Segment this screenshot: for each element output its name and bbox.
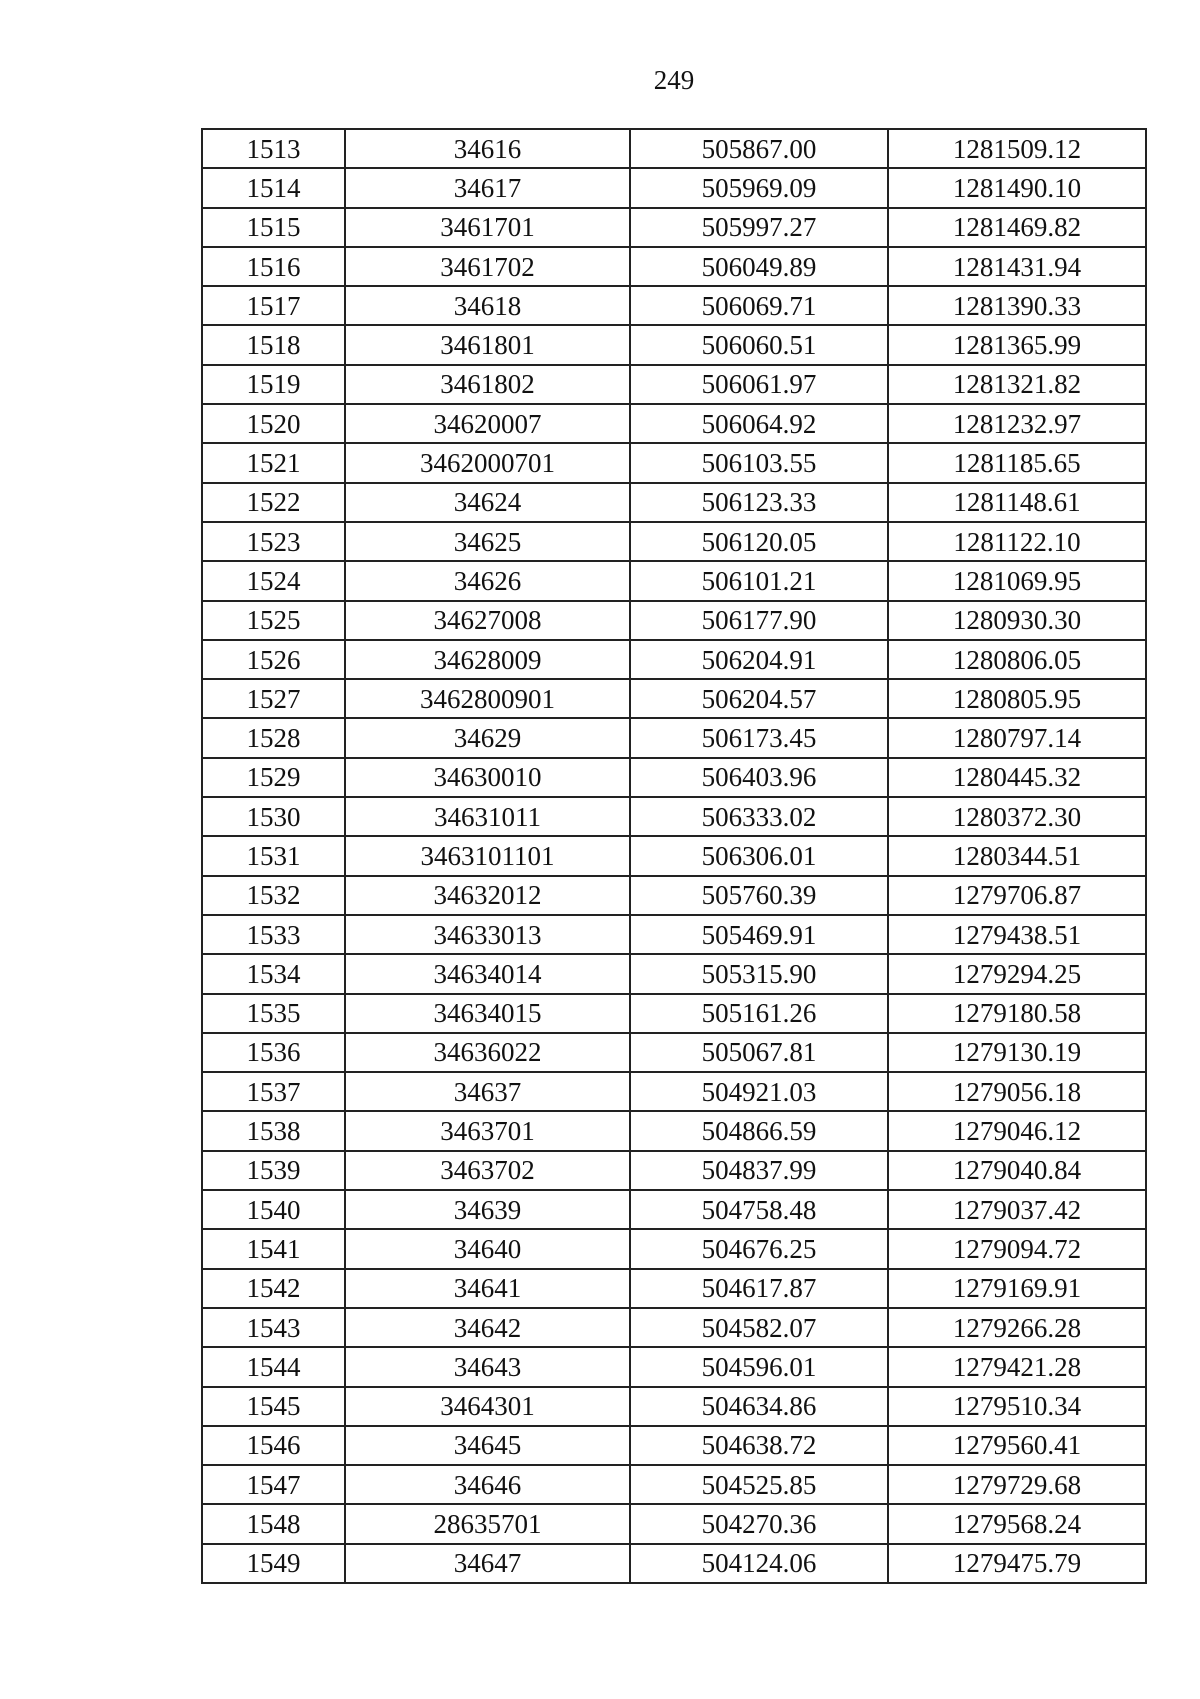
table-row [202,836,1146,875]
row-number-cell: 1529 [202,758,345,797]
x-coordinate-cell: 504124.06 [630,1544,888,1583]
y-coordinate-cell: 1279040.84 [888,1151,1146,1190]
y-coordinate-cell: 1280372.30 [888,797,1146,836]
x-coordinate-cell: 505469.91 [630,915,888,954]
point-id-cell: 34616 [345,129,630,168]
point-id-cell: 34625 [345,522,630,561]
x-coordinate-cell: 506049.89 [630,247,888,286]
table-row [202,325,1146,364]
y-coordinate-cell: 1281469.82 [888,208,1146,247]
y-coordinate-cell: 1281069.95 [888,561,1146,600]
table-row [202,483,1146,522]
row-number-cell: 1543 [202,1308,345,1347]
row-number-cell: 1538 [202,1111,345,1150]
point-id-cell: 34632012 [345,876,630,915]
point-id-cell: 3461802 [345,365,630,404]
row-number-cell: 1531 [202,836,345,875]
point-id-cell: 34620007 [345,404,630,443]
x-coordinate-cell: 505067.81 [630,1033,888,1072]
point-id-cell: 34627008 [345,601,630,640]
x-coordinate-cell: 506120.05 [630,522,888,561]
point-id-cell: 3461702 [345,247,630,286]
point-id-cell: 34628009 [345,640,630,679]
x-coordinate-cell: 506333.02 [630,797,888,836]
y-coordinate-cell: 1280344.51 [888,836,1146,875]
y-coordinate-cell: 1279475.79 [888,1544,1146,1583]
x-coordinate-cell: 504270.36 [630,1504,888,1543]
row-number-cell: 1532 [202,876,345,915]
y-coordinate-cell: 1281232.97 [888,404,1146,443]
y-coordinate-cell: 1279037.42 [888,1190,1146,1229]
point-id-cell: 34624 [345,483,630,522]
x-coordinate-cell: 506103.55 [630,443,888,482]
table-row [202,1033,1146,1072]
y-coordinate-cell: 1279056.18 [888,1072,1146,1111]
row-number-cell: 1513 [202,129,345,168]
y-coordinate-cell: 1279568.24 [888,1504,1146,1543]
page-number: 249 [653,65,695,95]
row-number-cell: 1517 [202,286,345,325]
x-coordinate-cell: 504582.07 [630,1308,888,1347]
table-row [202,1465,1146,1504]
x-coordinate-cell: 504638.72 [630,1426,888,1465]
y-coordinate-cell: 1281122.10 [888,522,1146,561]
table-row [202,1504,1146,1543]
x-coordinate-cell: 504866.59 [630,1111,888,1150]
y-coordinate-cell: 1279294.25 [888,954,1146,993]
table-row [202,1308,1146,1347]
point-id-cell: 34642 [345,1308,630,1347]
point-id-cell: 28635701 [345,1504,630,1543]
row-number-cell: 1545 [202,1387,345,1426]
point-id-cell: 34646 [345,1465,630,1504]
table-row [202,129,1146,168]
row-number-cell: 1544 [202,1347,345,1386]
y-coordinate-cell: 1280805.95 [888,679,1146,718]
table-row [202,954,1146,993]
x-coordinate-cell: 506204.91 [630,640,888,679]
point-id-cell: 34647 [345,1544,630,1583]
y-coordinate-cell: 1280806.05 [888,640,1146,679]
x-coordinate-cell: 506403.96 [630,758,888,797]
row-number-cell: 1542 [202,1269,345,1308]
row-number-cell: 1516 [202,247,345,286]
row-number-cell: 1535 [202,994,345,1033]
x-coordinate-cell: 505760.39 [630,876,888,915]
x-coordinate-cell: 506064.92 [630,404,888,443]
point-id-cell: 34643 [345,1347,630,1386]
row-number-cell: 1539 [202,1151,345,1190]
table-row [202,1072,1146,1111]
table-row [202,286,1146,325]
table-row [202,1426,1146,1465]
y-coordinate-cell: 1280797.14 [888,718,1146,757]
table-row [202,1151,1146,1190]
y-coordinate-cell: 1281365.99 [888,325,1146,364]
y-coordinate-cell: 1279706.87 [888,876,1146,915]
y-coordinate-cell: 1281390.33 [888,286,1146,325]
row-number-cell: 1518 [202,325,345,364]
point-id-cell: 34636022 [345,1033,630,1072]
y-coordinate-cell: 1279266.28 [888,1308,1146,1347]
x-coordinate-cell: 506069.71 [630,286,888,325]
table-row [202,601,1146,640]
point-id-cell: 34617 [345,168,630,207]
point-id-cell: 3462800901 [345,679,630,718]
x-coordinate-cell: 504758.48 [630,1190,888,1229]
point-id-cell: 3461801 [345,325,630,364]
row-number-cell: 1549 [202,1544,345,1583]
row-number-cell: 1536 [202,1033,345,1072]
table-row [202,915,1146,954]
table-row [202,797,1146,836]
point-id-cell: 34634014 [345,954,630,993]
point-id-cell: 34645 [345,1426,630,1465]
x-coordinate-cell: 505997.27 [630,208,888,247]
y-coordinate-cell: 1281148.61 [888,483,1146,522]
row-number-cell: 1514 [202,168,345,207]
y-coordinate-cell: 1279130.19 [888,1033,1146,1072]
x-coordinate-cell: 505315.90 [630,954,888,993]
row-number-cell: 1534 [202,954,345,993]
y-coordinate-cell: 1279180.58 [888,994,1146,1033]
table-row [202,404,1146,443]
point-id-cell: 3463101101 [345,836,630,875]
point-id-cell: 34626 [345,561,630,600]
point-id-cell: 34640 [345,1229,630,1268]
row-number-cell: 1548 [202,1504,345,1543]
point-id-cell: 3463701 [345,1111,630,1150]
x-coordinate-cell: 504921.03 [630,1072,888,1111]
point-id-cell: 34637 [345,1072,630,1111]
y-coordinate-cell: 1279094.72 [888,1229,1146,1268]
x-coordinate-cell: 505969.09 [630,168,888,207]
row-number-cell: 1546 [202,1426,345,1465]
row-number-cell: 1519 [202,365,345,404]
x-coordinate-cell: 504676.25 [630,1229,888,1268]
y-coordinate-cell: 1281321.82 [888,365,1146,404]
point-id-cell: 34639 [345,1190,630,1229]
y-coordinate-cell: 1279560.41 [888,1426,1146,1465]
point-id-cell: 3462000701 [345,443,630,482]
x-coordinate-cell: 506101.21 [630,561,888,600]
row-number-cell: 1541 [202,1229,345,1268]
point-id-cell: 34630010 [345,758,630,797]
point-id-cell: 34618 [345,286,630,325]
table-row [202,1269,1146,1308]
x-coordinate-cell: 506123.33 [630,483,888,522]
y-coordinate-cell: 1279169.91 [888,1269,1146,1308]
table-row [202,1111,1146,1150]
table-row [202,208,1146,247]
table-row [202,247,1146,286]
table-row [202,522,1146,561]
y-coordinate-cell: 1281509.12 [888,129,1146,168]
row-number-cell: 1521 [202,443,345,482]
x-coordinate-cell: 504596.01 [630,1347,888,1386]
row-number-cell: 1525 [202,601,345,640]
table-row [202,679,1146,718]
table-row [202,1229,1146,1268]
point-id-cell: 34634015 [345,994,630,1033]
y-coordinate-cell: 1279421.28 [888,1347,1146,1386]
row-number-cell: 1530 [202,797,345,836]
table-row [202,365,1146,404]
y-coordinate-cell: 1281185.65 [888,443,1146,482]
x-coordinate-cell: 504634.86 [630,1387,888,1426]
coordinates-table [201,128,1147,1584]
x-coordinate-cell: 504525.85 [630,1465,888,1504]
row-number-cell: 1533 [202,915,345,954]
x-coordinate-cell: 504837.99 [630,1151,888,1190]
table-row [202,443,1146,482]
row-number-cell: 1522 [202,483,345,522]
y-coordinate-cell: 1279510.34 [888,1387,1146,1426]
point-id-cell: 34629 [345,718,630,757]
row-number-cell: 1526 [202,640,345,679]
x-coordinate-cell: 505161.26 [630,994,888,1033]
row-number-cell: 1537 [202,1072,345,1111]
y-coordinate-cell: 1279729.68 [888,1465,1146,1504]
table-row [202,876,1146,915]
table-row [202,640,1146,679]
row-number-cell: 1547 [202,1465,345,1504]
table-row [202,994,1146,1033]
y-coordinate-cell: 1280930.30 [888,601,1146,640]
x-coordinate-cell: 506177.90 [630,601,888,640]
point-id-cell: 3461701 [345,208,630,247]
y-coordinate-cell: 1280445.32 [888,758,1146,797]
row-number-cell: 1540 [202,1190,345,1229]
row-number-cell: 1524 [202,561,345,600]
y-coordinate-cell: 1281490.10 [888,168,1146,207]
table-row [202,561,1146,600]
y-coordinate-cell: 1279046.12 [888,1111,1146,1150]
x-coordinate-cell: 504617.87 [630,1269,888,1308]
x-coordinate-cell: 506061.97 [630,365,888,404]
x-coordinate-cell: 506306.01 [630,836,888,875]
row-number-cell: 1515 [202,208,345,247]
table-row [202,1544,1146,1583]
row-number-cell: 1520 [202,404,345,443]
row-number-cell: 1523 [202,522,345,561]
point-id-cell: 34641 [345,1269,630,1308]
table-row [202,718,1146,757]
row-number-cell: 1527 [202,679,345,718]
point-id-cell: 3463702 [345,1151,630,1190]
table-row [202,1387,1146,1426]
x-coordinate-cell: 506173.45 [630,718,888,757]
point-id-cell: 34631011 [345,797,630,836]
row-number-cell: 1528 [202,718,345,757]
point-id-cell: 3464301 [345,1387,630,1426]
x-coordinate-cell: 505867.00 [630,129,888,168]
table-row [202,168,1146,207]
x-coordinate-cell: 506204.57 [630,679,888,718]
table-row [202,758,1146,797]
y-coordinate-cell: 1281431.94 [888,247,1146,286]
table-row [202,1347,1146,1386]
table-row [202,1190,1146,1229]
coordinates-table-body [202,129,1146,1583]
y-coordinate-cell: 1279438.51 [888,915,1146,954]
x-coordinate-cell: 506060.51 [630,325,888,364]
point-id-cell: 34633013 [345,915,630,954]
